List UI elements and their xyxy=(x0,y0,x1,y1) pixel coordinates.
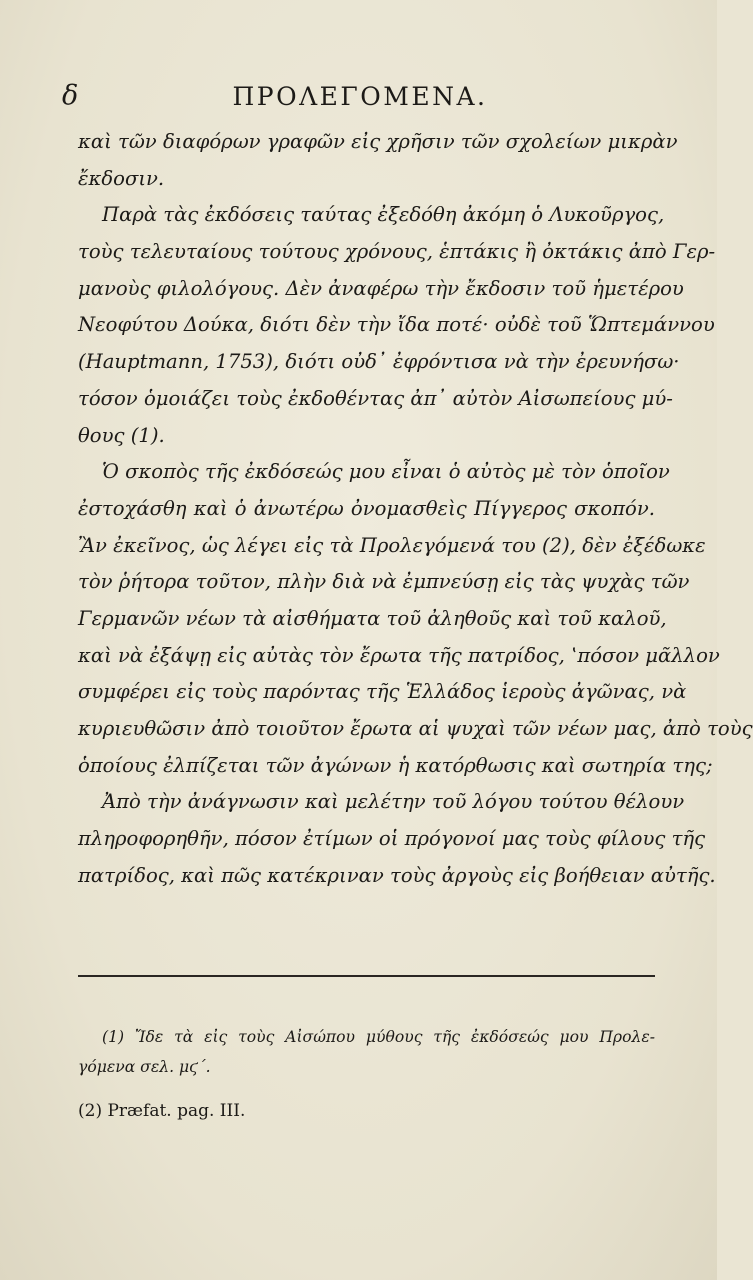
text-line: Νεοφύτου Δούκα, διότι δὲν τὴν ἴδα ποτέ· οὐδὲ τοῦ Ὥπτεμάννου xyxy=(78,313,715,337)
footnote-separator-rule xyxy=(78,975,655,977)
text-line: ἔκδοσιν. xyxy=(78,166,165,190)
footnote-2: (2) Præfat. pag. III. xyxy=(78,1101,246,1121)
text-line: Ἂν ἐκεῖνος, ὡς λέγει εἰς τὰ Προλεγόμενά του (2), δὲν ἐξέδωκε xyxy=(78,533,706,557)
text-line: πληροφορηθῆν, πόσον ἐτίμων οἱ πρόγονοί μας τοὺς φίλους τῆς xyxy=(78,827,706,851)
page-number: δ xyxy=(62,80,79,111)
text-line: Παρὰ τὰς ἐκδόσεις ταύτας ἐξεδόθη ἀκόμη ὁ Λυκοῦργος, xyxy=(102,203,665,227)
text-line: τοὺς τελευταίους τούτους χρόνους, ἑπτάκις ἢ ὀκτάκις ἀπὸ Γερ- xyxy=(78,240,716,264)
text-line: (Hauptmann, 1753), διότι οὐδ᾽ ἐφρόντισα νὰ τὴν ἐρευνήσω· xyxy=(78,350,680,374)
text-line: τὸν ῥήτορα τοῦτον, πλὴν διὰ νὰ ἐμπνεύσῃ εἰς τὰς ψυχὰς τῶν xyxy=(78,570,690,594)
text-line: καὶ νὰ ἐξάψῃ εἰς αὐτὰς τὸν ἔρωτα τῆς πατρίδος, ‛πόσον μᾶλλον xyxy=(78,643,720,667)
running-head: ΠΡΟΛΕΓΟΜΕΝΑ. xyxy=(232,82,488,111)
footnote-1-line: (1) Ἴδε τὰ εἰς τοὺς Αἰσώπου μύθους τῆς ἐκδόσεώς μου Προλε- xyxy=(102,1028,655,1046)
text-line: κυριευθῶσιν ἀπὸ τοιοῦτον ἔρωτα αἱ ψυχαὶ τῶν νέων μας, ἀπὸ τοὺς xyxy=(78,717,753,740)
page-header xyxy=(62,78,658,114)
text-line: Ἀπὸ τὴν ἀνάγνωσιν καὶ μελέτην τοῦ λόγου τούτου θέλουν xyxy=(102,790,685,814)
text-line: πατρίδος, καὶ πῶς κατέκριναν τοὺς ἀργοὺς εἰς βοήθειαν αὐτῆς. xyxy=(78,863,716,887)
footnotes xyxy=(78,1022,655,1126)
text-line: ἐστοχάσθη καὶ ὁ ἀνωτέρω ὀνομασθεὶς Πίγγερος σκοπόν. xyxy=(78,496,655,520)
text-line: θους (1). xyxy=(78,423,165,447)
text-line: ὁποίους ἐλπίζεται τῶν ἀγώνων ἡ κατόρθωσις καὶ σωτηρία της; xyxy=(78,753,713,777)
text-line: καὶ τῶν διαφόρων γραφῶν εἰς χρῆσιν τῶν σχολείων μικρὰν xyxy=(78,130,678,153)
body-text xyxy=(78,124,753,894)
text-line: Γερμανῶν νέων τὰ αἰσθήματα τοῦ ἀληθοῦς καὶ τοῦ καλοῦ, xyxy=(78,606,667,630)
text-line: Ὁ σκοπὸς τῆς ἐκδόσεώς μου εἶναι ὁ αὐτὸς μὲ τὸν ὁποῖον xyxy=(102,460,670,484)
text-line: συμφέρει εἰς τοὺς παρόντας τῆς Ἑλλάδος ἱεροὺς ἀγῶνας, νὰ xyxy=(78,680,687,704)
text-line: μανοὺς φιλολόγους. Δὲν ἀναφέρω τὴν ἔκδοσιν τοῦ ἡμετέρου xyxy=(78,276,684,300)
footnote-1-line: γόμενα σελ. μϛ΄. xyxy=(78,1058,211,1076)
text-line: τόσον ὁμοιάζει τοὺς ἐκδοθέντας ἀπ᾽ αὐτὸν Αἰσωπείους μύ- xyxy=(78,386,673,410)
